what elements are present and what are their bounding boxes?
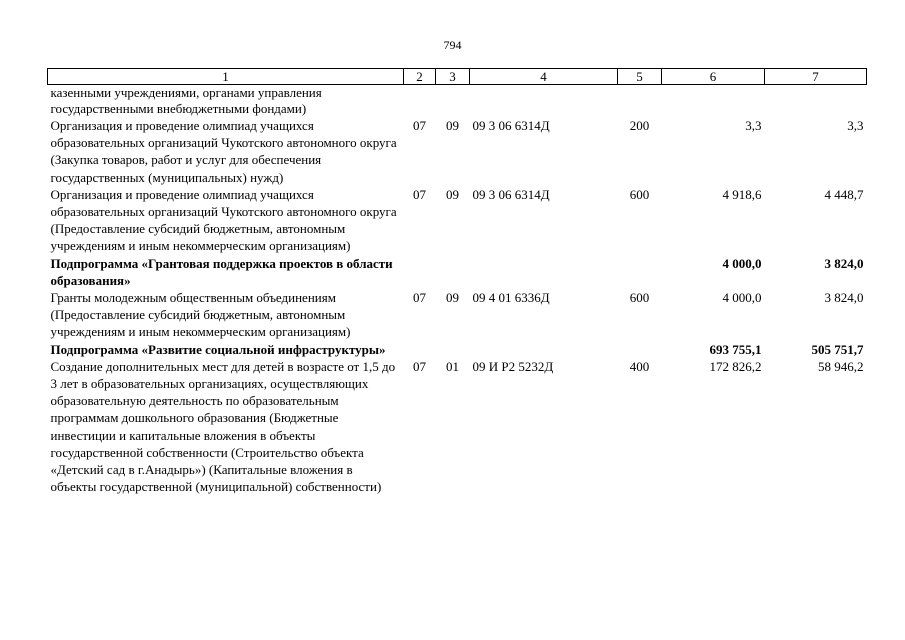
- row-target-code: 09 4 01 6336Д: [472, 290, 550, 306]
- row-subsection: [436, 255, 470, 289]
- column-header-5: 5: [618, 69, 662, 85]
- row-target-code: [470, 85, 618, 118]
- column-header-7: 7: [765, 69, 867, 85]
- row-subsection: 09: [446, 186, 459, 202]
- row-section: 07: [413, 358, 426, 374]
- column-header-6: 6: [662, 69, 765, 85]
- column-header-4: 4: [470, 69, 618, 85]
- row-amount-7: 3,3: [847, 118, 864, 133]
- row-name: Подпрограмма «Развитие социальной инфраструктуры»: [50, 341, 386, 357]
- budget-table: [47, 68, 867, 495]
- row-amount-7: 4 448,7: [824, 186, 864, 202]
- table-row: [48, 117, 867, 186]
- table-header-row: [48, 69, 867, 85]
- row-section: 07: [413, 290, 426, 306]
- row-expense-type: [618, 85, 662, 118]
- row-expense-type: 600: [629, 186, 650, 202]
- row-expense-type: 600: [629, 290, 650, 306]
- row-name: Гранты молодежным общественным объединениям (Предоставление субсидий бюджетным, автономным учреждениям и иным некоммерческим организациям): [50, 290, 351, 340]
- column-header-1: 1: [48, 69, 404, 85]
- row-target-code: 09 3 06 6314Д: [472, 118, 550, 133]
- row-amount-7: [765, 85, 867, 118]
- row-amount-7: 3 824,0: [824, 290, 864, 306]
- row-amount-6: 693 755,1: [709, 341, 762, 357]
- row-amount-6: 4 918,6: [722, 186, 762, 202]
- row-expense-type: [618, 255, 662, 289]
- row-target-code: 09 И Р2 5232Д: [472, 358, 554, 374]
- row-section: 07: [413, 186, 426, 202]
- row-amount-7: 505 751,7: [811, 341, 864, 357]
- row-expense-type: [618, 341, 662, 358]
- row-amount-6: 4 000,0: [722, 290, 762, 306]
- row-expense-type: 400: [629, 358, 650, 374]
- table-row: [48, 85, 867, 118]
- row-amount-7: 58 946,2: [818, 358, 864, 374]
- row-subsection: [436, 85, 470, 118]
- table-row-subprogram: [48, 341, 867, 358]
- column-header-3: 3: [436, 69, 470, 85]
- row-name: казенными учреждениями, органами управления государственными внебюджетными фондами): [50, 85, 322, 116]
- row-name: Организация и проведение олимпиад учащихся образовательных организаций Чукотского автономного округа (Предоставление субсидий бюджетным, автономным учреждениям и иным некоммерческим организациям): [50, 186, 397, 254]
- row-subsection: 09: [446, 118, 459, 133]
- row-target-code: [470, 255, 618, 289]
- row-expense-type: 200: [629, 118, 650, 133]
- row-section: [404, 255, 436, 289]
- row-amount-7: 3 824,0: [824, 255, 864, 271]
- row-subsection: [436, 341, 470, 358]
- column-header-2: 2: [404, 69, 436, 85]
- row-amount-6: [662, 85, 765, 118]
- row-section: 07: [413, 118, 426, 133]
- row-name: Организация и проведение олимпиад учащихся образовательных организаций Чукотского автономного округа (Закупка товаров, работ и услуг для обеспечения государственных (муниципальных) нужд): [50, 118, 397, 185]
- row-subsection: 09: [446, 290, 459, 306]
- row-amount-6: 3,3: [745, 118, 762, 133]
- row-section: [404, 341, 436, 358]
- page-number: 794: [443, 38, 462, 52]
- row-amount-6: 172 826,2: [709, 358, 762, 374]
- table-row: [48, 289, 867, 341]
- table-row: [48, 186, 867, 255]
- row-target-code: [470, 341, 618, 358]
- table-row-subprogram: [48, 255, 867, 289]
- table-row: [48, 358, 867, 496]
- row-name: Подпрограмма «Грантовая поддержка проектов в области образования»: [50, 255, 393, 288]
- row-target-code: 09 3 06 6314Д: [472, 186, 550, 202]
- row-amount-6: 4 000,0: [722, 255, 762, 271]
- row-name: Создание дополнительных мест для детей в возрасте от 1,5 до 3 лет в образовательных организациях, осуществляющих образовательную деятельность по образовательным программам дошкольного образования (Бюджетные инвестиции и капитальные вложения в объекты государственной собственности (Строительство объекта «Детский сад в г.Анадырь») (Капитальные вложения в объекты государственной (муниципальной) собственности): [50, 358, 396, 495]
- row-subsection: 01: [446, 358, 459, 374]
- row-section: [404, 85, 436, 118]
